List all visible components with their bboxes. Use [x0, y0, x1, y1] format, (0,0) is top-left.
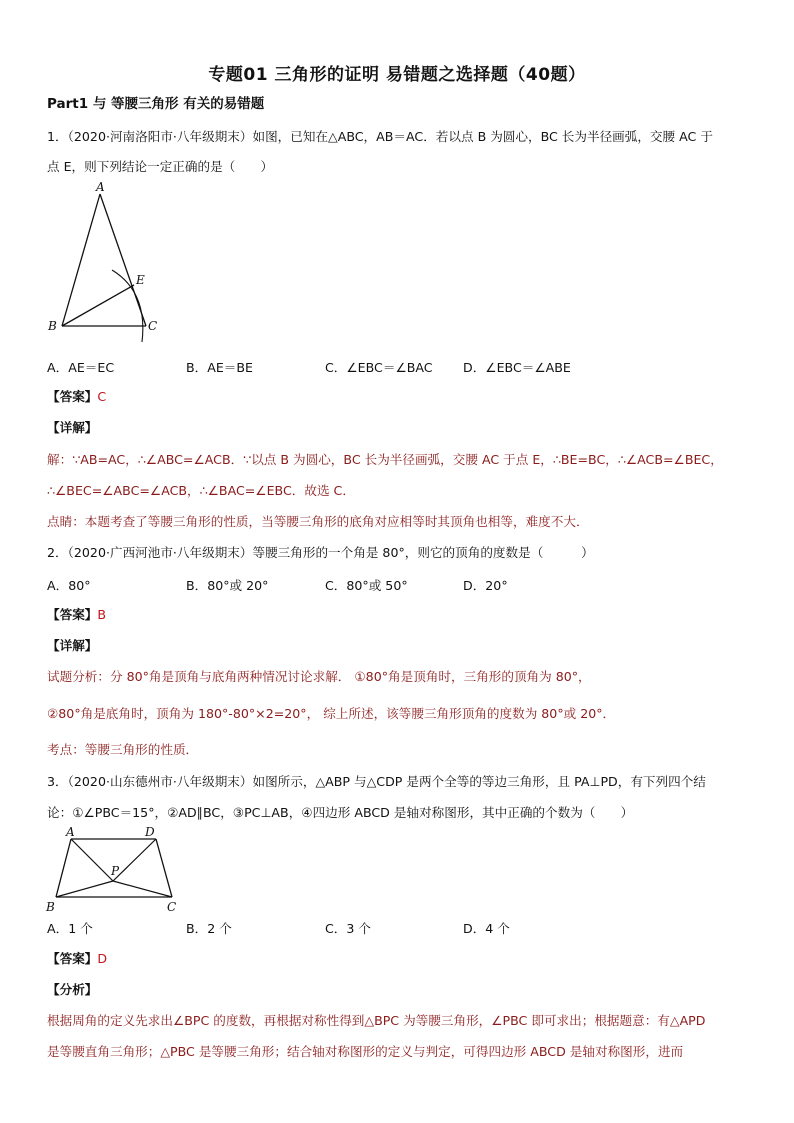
- q1-detail-label: 【详解】: [47, 420, 98, 435]
- q3-label-A: A: [66, 825, 75, 839]
- q3-analysis-label: 【分析】: [47, 982, 98, 997]
- q3-option-b: B．2 个: [186, 921, 232, 936]
- q1-label-A: A: [96, 180, 105, 194]
- q3-label-B: B: [46, 900, 55, 914]
- q2-option-b: B．80°或 20°: [186, 578, 269, 593]
- page-title: 专题01 三角形的证明 易错题之选择题（40题）: [208, 65, 586, 85]
- q1-option-b: B．AE＝BE: [186, 360, 253, 375]
- q3-stem-line2: 论：①∠PBC＝15°，②AD∥BC，③PC⊥AB，④四边形 ABCD 是轴对称图形，其中正确的个数为（ ）: [47, 805, 634, 820]
- q1-option-d: D．∠EBC＝∠ABE: [463, 360, 571, 375]
- q1-detail-line2: ∴∠BEC=∠ABC=∠ACB，∴∠BAC=∠EBC．故选 C．: [47, 483, 355, 498]
- q3-answer-value: D: [97, 951, 108, 966]
- q2-stem: 2．（2020·广西河池市·八年级期末）等腰三角形的一个角是 80°，则它的顶角的度数是（ ）: [47, 545, 594, 560]
- q3-label-C: C: [167, 900, 177, 914]
- q1-label-E: E: [136, 273, 145, 287]
- q2-kaodian: 考点：等腰三角形的性质．: [47, 742, 199, 757]
- q2-answer-label: 【答案】: [47, 607, 98, 622]
- q2-option-c: C．80°或 50°: [325, 578, 408, 593]
- q1-label-C: C: [148, 319, 158, 333]
- q3-answer-label: 【答案】: [47, 951, 98, 966]
- q2-answer: [47, 605, 754, 625]
- q1-stem-line1: 1．（2020·河南洛阳市·八年级期末）如图，已知在△ABC，AB＝AC．若以点 B 为圆心，BC 长为半径画弧，交腰 AC 于: [47, 129, 713, 144]
- q3-analysis-line2: 是等腰直角三角形；△PBC 是等腰三角形；结合轴对称图形的定义与判定，可得四边形 ABCD 是轴对称图形，进而: [47, 1044, 684, 1059]
- q3-analysis-line1: 根据周角的定义先求出∠BPC 的度数，再根据对称性得到△BPC 为等腰三角形，∠PBC 即可求出；根据题意：有△APD: [47, 1013, 706, 1028]
- q3-label-D: D: [145, 825, 155, 839]
- q3-option-a: A．1 个: [47, 921, 93, 936]
- q1-answer: [47, 387, 754, 407]
- q2-option-d: D．20°: [463, 578, 508, 593]
- q1-option-c: C．∠EBC＝∠BAC: [325, 360, 433, 375]
- q1-option-a: A．AE＝EC: [47, 360, 115, 375]
- q1-comment: 点睛：本题考查了等腰三角形的性质，当等腰三角形的底角对应相等时其顶角也相等，难度不大．: [47, 514, 589, 529]
- q1-triangle-figure: [44, 180, 174, 348]
- q1-answer-value: C: [97, 389, 107, 404]
- q2-detail-label: 【详解】: [47, 638, 98, 653]
- q2-detail-line1: 试题分析：分 80°角是顶角与底角两种情况讨论求解． ①80°角是顶角时，三角形的顶角为 80°，: [47, 669, 591, 684]
- q1-answer-label: 【答案】: [47, 389, 98, 404]
- q3-trapezoid-figure: [44, 825, 180, 915]
- q3-answer: [47, 949, 754, 969]
- q2-detail-line2: ②80°角是底角时，顶角为 180°-80°×2=20°， 综上所述，该等腰三角形顶角的度数为 80°或 20°．: [47, 706, 616, 721]
- q3-stem-line1: 3．（2020·山东德州市·八年级期末）如图所示，△ABP 与△CDP 是两个全等的等边三角形，且 PA⊥PD，有下列四个结: [47, 774, 706, 789]
- section-heading: Part1 与 等腰三角形 有关的易错题: [47, 96, 265, 112]
- q3-option-c: C．3 个: [325, 921, 371, 936]
- q3-label-P: P: [111, 864, 120, 878]
- q3-option-d: D．4 个: [463, 921, 510, 936]
- q2-option-a: A．80°: [47, 578, 91, 593]
- q2-answer-value: B: [97, 607, 107, 622]
- q1-detail-line1: 解：∵AB=AC，∴∠ABC=∠ACB．∵以点 B 为圆心，BC 长为半径画弧，交腰 AC 于点 E，∴BE=BC，∴∠ACB=∠BEC，: [47, 452, 723, 467]
- q1-stem-line2: 点 E，则下列结论一定正确的是（ ）: [47, 159, 274, 174]
- q1-label-B: B: [48, 319, 57, 333]
